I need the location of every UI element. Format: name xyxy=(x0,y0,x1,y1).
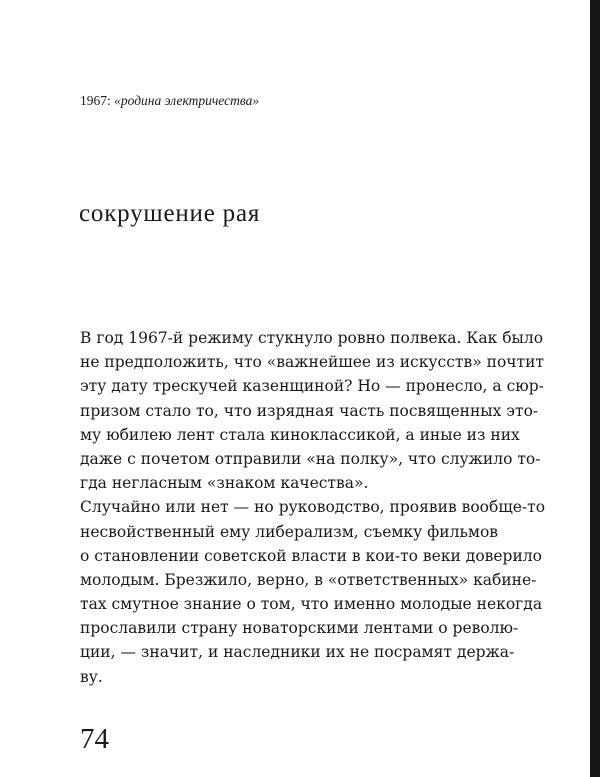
text-line: ву. xyxy=(80,667,103,686)
running-head-year: 1967: xyxy=(80,93,111,108)
chapter-title: сокрушение рая xyxy=(79,200,261,227)
running-head-title: «родина электричества» xyxy=(114,93,260,108)
text-line: тах смутное знание о том, что именно молодые некогда xyxy=(80,595,543,614)
running-head xyxy=(80,93,259,109)
body-text xyxy=(80,326,580,689)
text-line: эту дату трескучей казенщиной? Но — пронесло, а сюр- xyxy=(80,377,544,396)
text-line: Случайно или нет — но руководство, проявив вообще-то xyxy=(80,498,546,517)
text-line: молодым. Брезжило, верно, в «ответственных» кабине- xyxy=(80,570,537,589)
text-line: призом стало то, что изрядная часть посвященных это- xyxy=(80,401,539,420)
text-line: не предположить, что «важнейшее из искусств» почтит xyxy=(80,353,545,372)
text-line: о становлении советской власти в кои-то веки доверило xyxy=(80,546,542,565)
text-line: ции, — значит, и наследники их не посрамят держа- xyxy=(80,643,515,662)
text-line: даже с почетом отправили «на полку», что служило то- xyxy=(80,449,541,468)
text-line: гда негласным «знаком качества». xyxy=(80,474,369,493)
page-edge xyxy=(590,0,600,777)
text-line: му юбилею лент стала киноклассикой, а иные из них xyxy=(80,425,520,444)
text-line: несвойственный ему либерализм, съемку фильмов xyxy=(80,522,499,541)
text-line: В год 1967-й режиму стукнуло ровно полвека. Как было xyxy=(80,329,544,347)
page-number: 74 xyxy=(80,723,109,755)
text-line: прославили страну новаторскими лентами о револю- xyxy=(80,619,519,638)
